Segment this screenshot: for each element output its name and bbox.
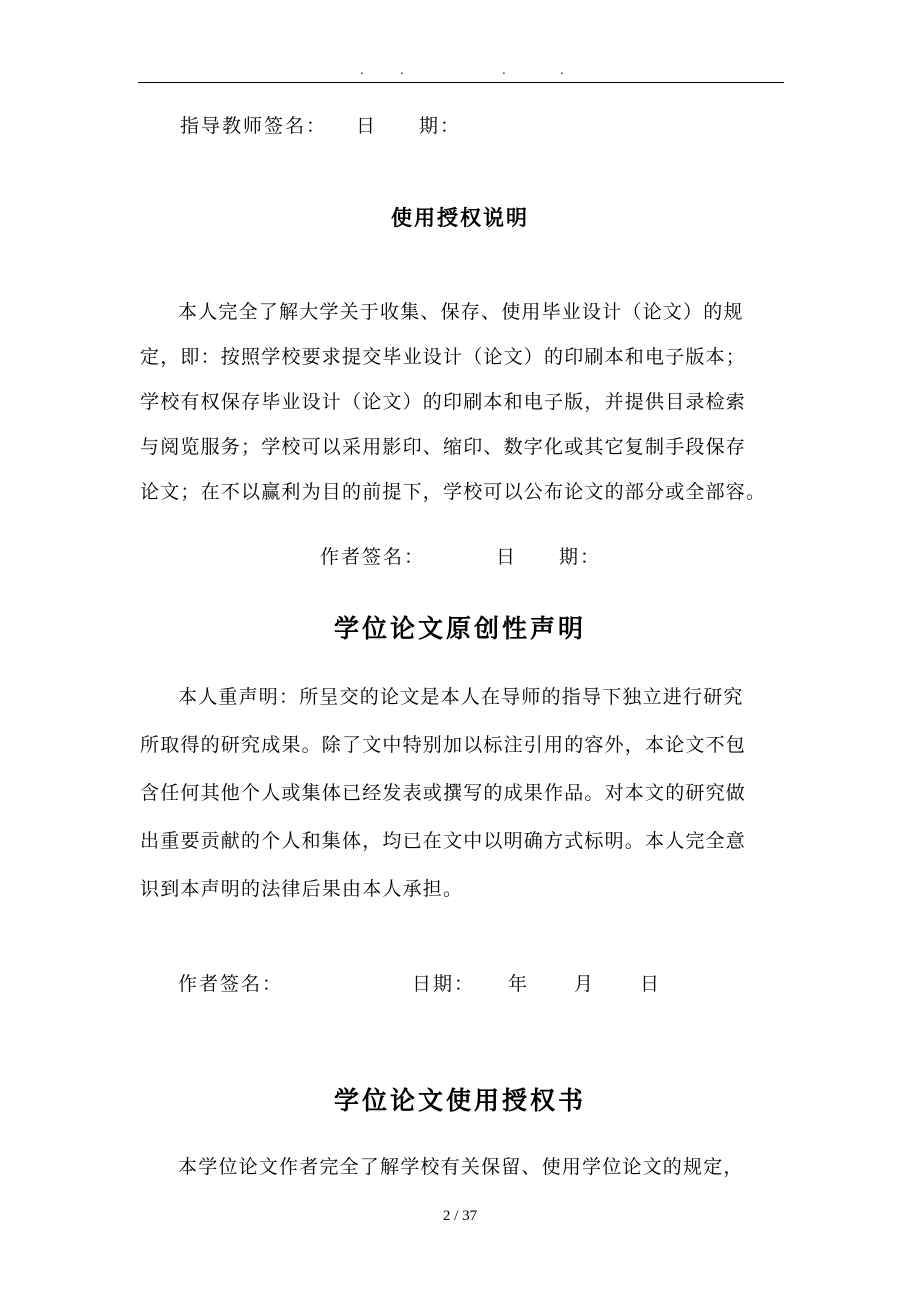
paragraph-line: 出重要贡献的个人和集体，均已在文中以明确方式标明。本人完全意: [140, 830, 747, 852]
paragraph-line: 识到本声明的法律后果由本人承担。: [140, 878, 464, 900]
originality-month-label: 月: [574, 973, 596, 995]
originality-statement-body: [140, 685, 786, 901]
page-number: 2 / 37: [442, 1208, 478, 1224]
originality-year-label: 年: [508, 973, 530, 995]
paragraph-line: 论文；在不以赢利为目的前提下，学校可以公布论文的部分或全部容。: [140, 481, 767, 503]
paragraph-line: 定，即：按照学校要求提交毕业设计（论文）的印刷本和电子版本；: [140, 346, 747, 368]
thesis-authorization-body: [140, 1155, 786, 1179]
header-dot: .: [400, 63, 404, 77]
header-dots: [138, 60, 784, 80]
paragraph-line: 与阅览服务；学校可以采用影印、缩印、数字化或其它复制手段保存: [140, 436, 747, 458]
header-dot: .: [502, 63, 506, 77]
paragraph-line: 学校有权保存毕业设计（论文）的印刷本和电子版，并提供目录检索: [140, 391, 747, 413]
thesis-authorization-title: 学位论文使用授权书: [333, 1086, 586, 1115]
usage-date-label: 日 期：: [496, 546, 602, 568]
header-rule: [138, 82, 784, 83]
header-dot: .: [560, 63, 564, 77]
originality-statement-title: 学位论文原创性声明: [333, 614, 586, 643]
paragraph-line: 所取得的研究成果。除了文中特别加以标注引用的容外，本论文不包: [140, 734, 747, 756]
paragraph-line: 本学位论文作者完全了解学校有关保留、使用学位论文的规定，: [178, 1156, 744, 1178]
usage-author-signature-label: 作者签名：: [320, 546, 426, 568]
advisor-date-label: 日 期：: [356, 115, 462, 137]
originality-day-label: 日: [640, 973, 662, 995]
header-dot: .: [360, 63, 364, 77]
advisor-signature-label: 指导教师签名：: [180, 115, 328, 137]
paragraph-line: 本人重声明：所呈交的论文是本人在导师的指导下独立进行研究: [178, 686, 744, 708]
originality-author-signature-label: 作者签名：: [178, 973, 284, 995]
paragraph-line: 本人完全了解大学关于收集、保存、使用毕业设计（论文）的规: [178, 301, 744, 323]
usage-authorization-title: 使用授权说明: [391, 206, 529, 230]
paragraph-line: 含任何其他个人或集体已经发表或撰写的成果作品。对本文的研究做: [140, 782, 747, 804]
usage-authorization-body: [140, 300, 786, 504]
originality-date-label: 日期：: [412, 973, 476, 995]
